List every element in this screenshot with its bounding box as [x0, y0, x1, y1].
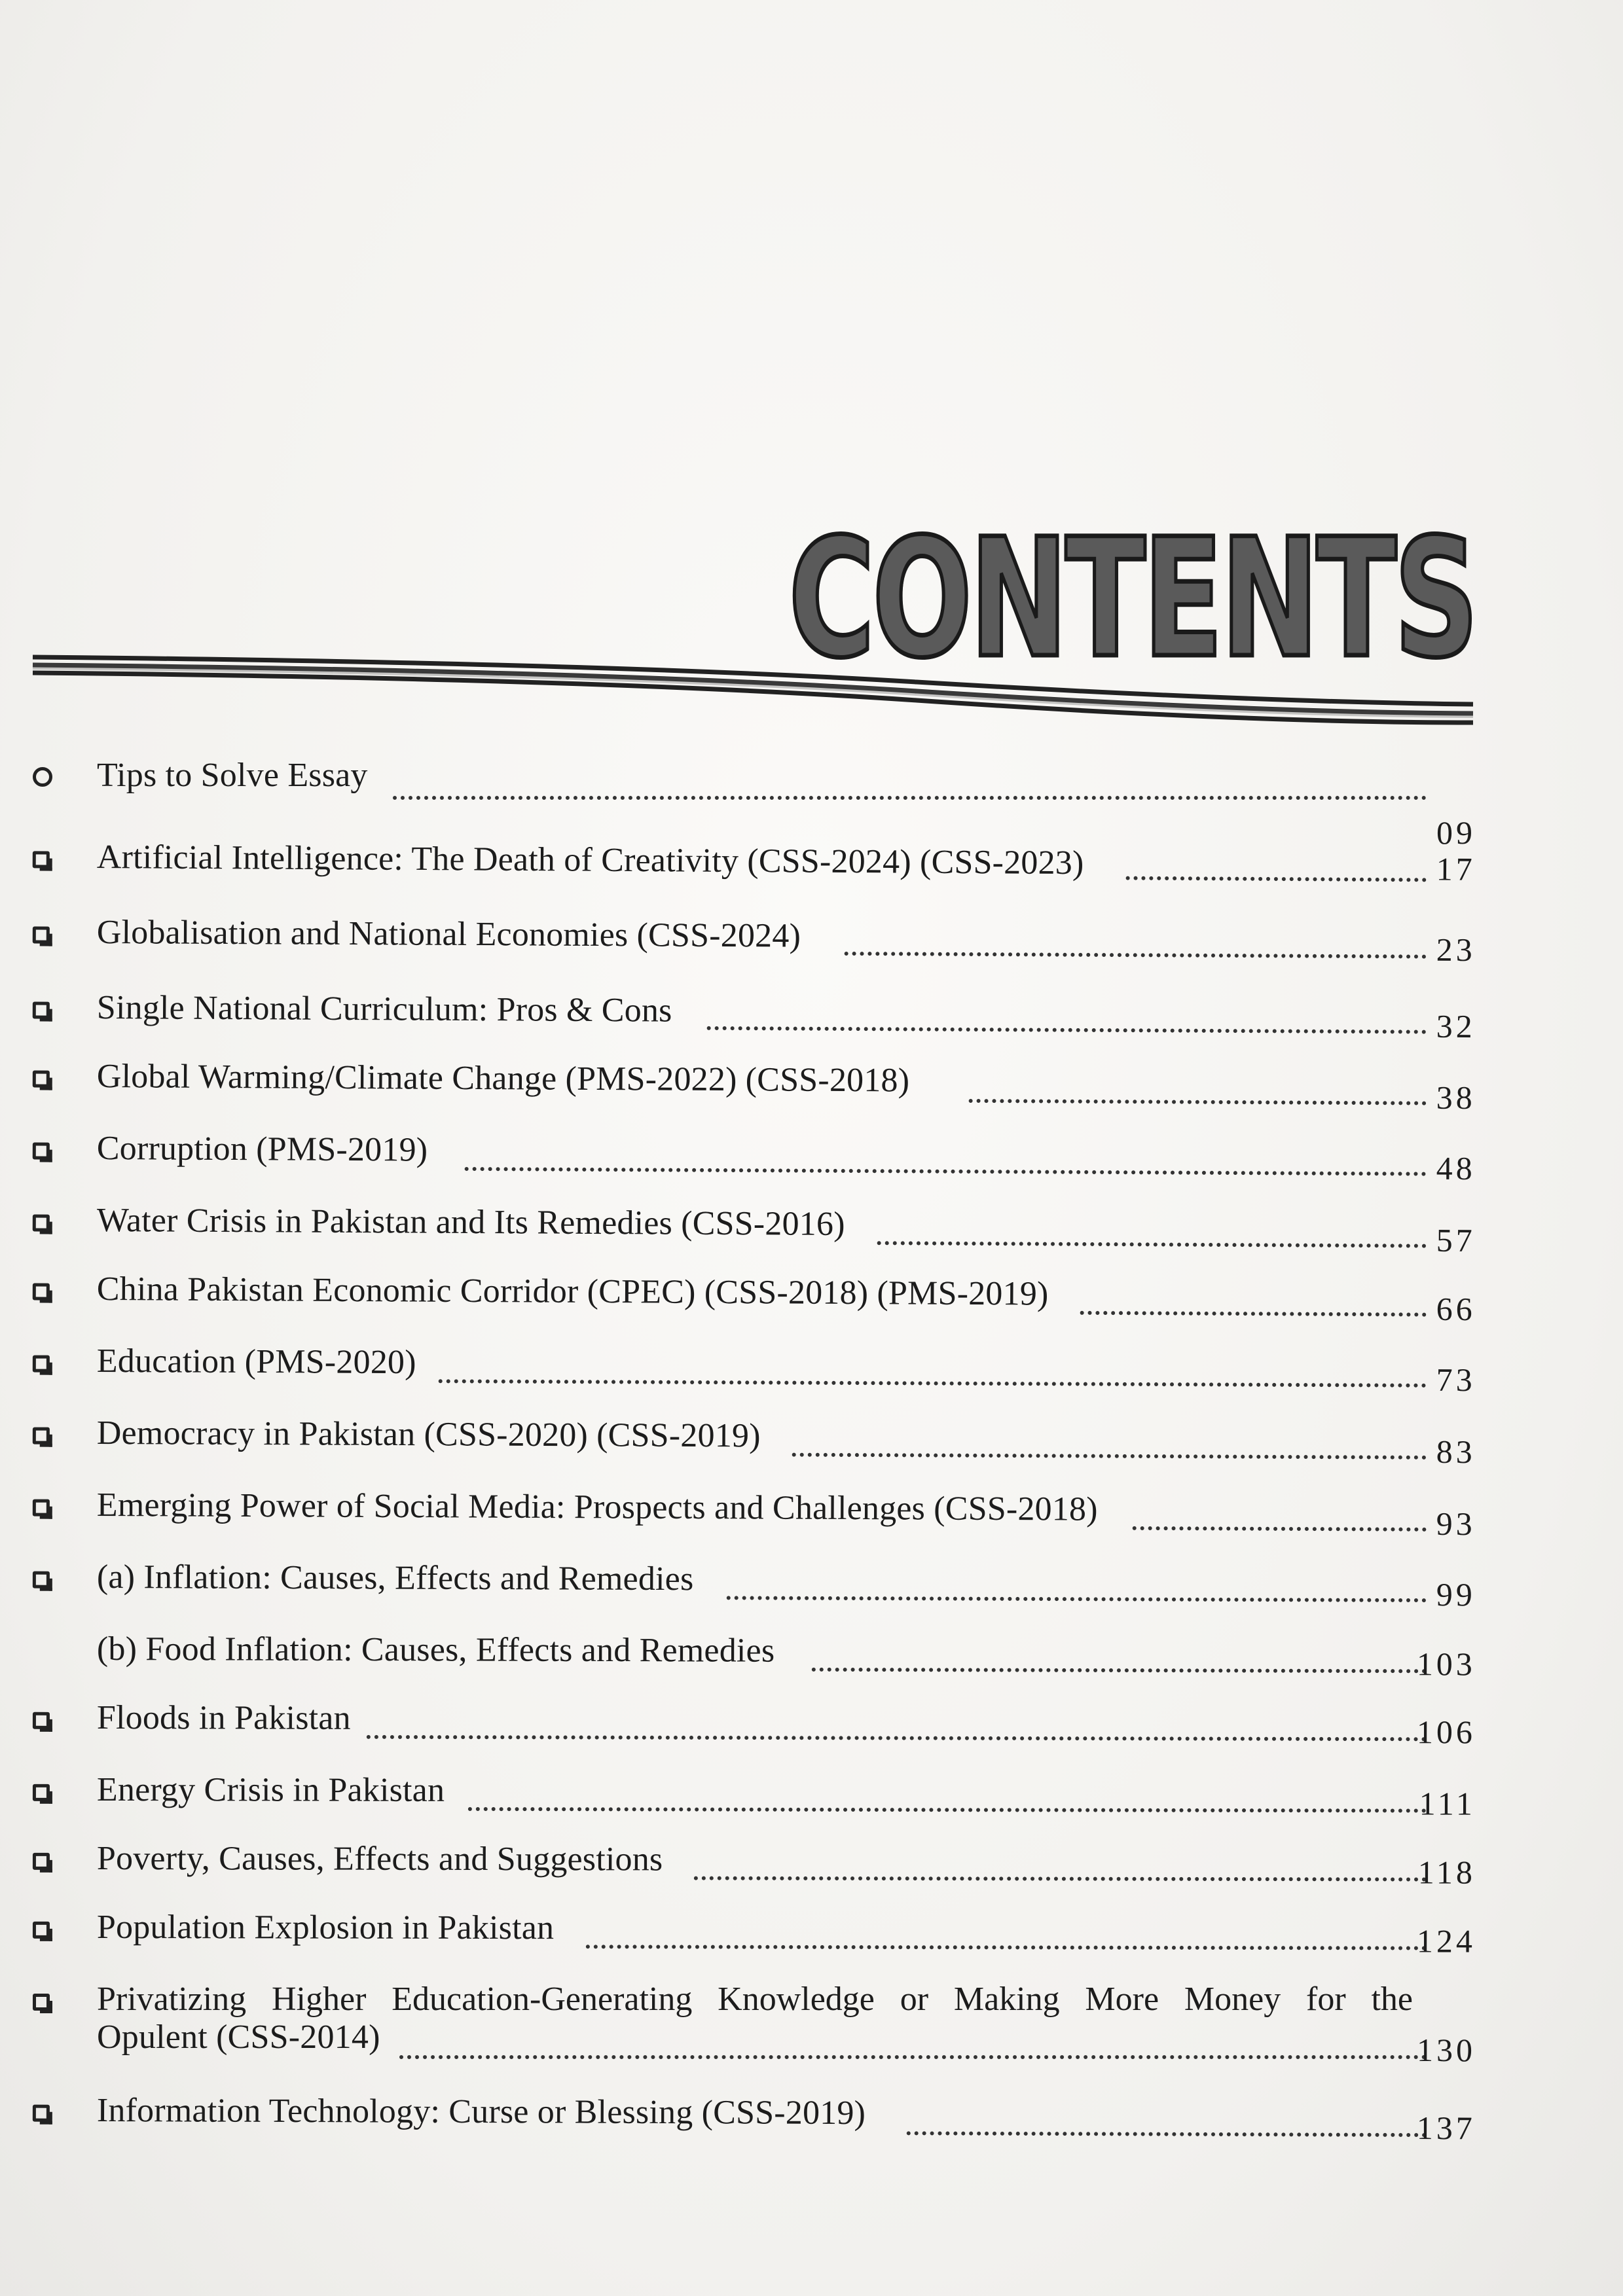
title-underline: [0, 628, 1623, 733]
entry-title: Energy Crisis in Pakistan: [96, 1770, 445, 1809]
entry-title: Floods in Pakistan: [96, 1698, 351, 1737]
dot-leader: [367, 1735, 1427, 1741]
entry-title: Opulent (CSS-2014): [97, 2018, 380, 2056]
entry-title: (b) Food Inflation: Causes, Effects and Remedies: [96, 1630, 775, 1670]
entry-page-number: 23: [1436, 931, 1476, 969]
square-bullet-icon: [33, 1214, 50, 1231]
entry-title: Education (PMS-2020): [96, 1342, 416, 1382]
square-bullet-icon: [33, 1283, 50, 1300]
dot-leader: [465, 1167, 1427, 1176]
dot-leader: [439, 1379, 1427, 1388]
entry-title: Population Explosion in Pakistan: [96, 1908, 555, 1947]
dot-leader: [468, 1807, 1427, 1813]
square-bullet-icon: [33, 1784, 50, 1801]
entry-page-number: 99: [1436, 1576, 1476, 1613]
toc-entry[interactable]: [0, 1053, 1623, 1127]
square-bullet-icon: [33, 1001, 50, 1018]
entry-title: Tips to Solve Essay: [97, 757, 368, 794]
dot-leader: [707, 1026, 1427, 1034]
entry-page-number: 73: [1436, 1361, 1476, 1399]
entry-page-number: 93: [1436, 1505, 1476, 1543]
entry-page-number: 57: [1436, 1221, 1476, 1259]
entry-title: Information Technology: Curse or Blessing (CSS-2019): [96, 2091, 866, 2132]
toc-entry[interactable]: [0, 1338, 1623, 1410]
toc-entry[interactable]: [0, 1695, 1623, 1764]
entry-title: Artificial Intelligence: The Death of Creativity (CSS-2024) (CSS-2023): [96, 838, 1084, 882]
dot-leader: [792, 1453, 1427, 1460]
entry-title-line1: Privatizing Higher Education-Generating Knowledge or Making More Money for the: [97, 1981, 1413, 2018]
square-bullet-icon: [33, 1427, 50, 1444]
toc-entry[interactable]: [0, 1767, 1623, 1835]
square-bullet-icon: [33, 2105, 50, 2122]
entry-page-number: 66: [1436, 1290, 1476, 1328]
square-bullet-icon: [33, 1571, 50, 1588]
square-bullet-icon: [33, 1853, 50, 1870]
square-bullet-icon: [33, 851, 50, 868]
entry-page-number: 17: [1436, 850, 1476, 888]
toc-entry[interactable]: [0, 834, 1623, 909]
entry-page-number: 83: [1436, 1433, 1476, 1471]
toc-entry[interactable]: [0, 1197, 1623, 1271]
toc-entry[interactable]: [0, 1905, 1623, 1973]
square-bullet-icon: [33, 1142, 50, 1159]
dot-leader: [907, 2131, 1427, 2137]
entry-title: Single National Curriculum: Pros & Cons: [96, 988, 672, 1030]
toc-entry[interactable]: [0, 1125, 1623, 1199]
entry-title: Globalisation and National Economies (CSS-2024): [96, 913, 801, 955]
square-bullet-icon: [33, 1922, 50, 1939]
square-bullet-icon: [33, 1994, 50, 2011]
entry-page-number: 48: [1436, 1149, 1476, 1187]
toc-entry[interactable]: [0, 1554, 1623, 1625]
entry-page-number: 137: [1416, 2109, 1476, 2147]
entry-page-number: 32: [1436, 1007, 1476, 1045]
entry-title: Water Crisis in Pakistan and Its Remedies (CSS-2016): [96, 1201, 845, 1243]
dot-leader: [727, 1596, 1427, 1602]
entry-page-number: 09: [1436, 814, 1476, 851]
dot-leader: [969, 1099, 1427, 1105]
dot-leader: [399, 2055, 1427, 2059]
toc-entry[interactable]: [0, 753, 1623, 851]
square-bullet-icon: [33, 926, 50, 943]
entry-page-number: 111: [1419, 1785, 1476, 1822]
entry-page-number: 124: [1416, 1922, 1476, 1960]
dot-leader: [694, 1876, 1427, 1882]
toc-entry[interactable]: [0, 1482, 1623, 1554]
dot-leader: [812, 1668, 1427, 1673]
toc-entry[interactable]: [0, 1836, 1623, 1904]
circle-bullet-icon: [33, 767, 52, 787]
dot-leader: [1126, 876, 1427, 882]
entry-title: (a) Inflation: Causes, Effects and Remedies: [96, 1558, 694, 1598]
dot-leader: [845, 952, 1427, 959]
entry-page-number: 118: [1417, 1854, 1476, 1891]
entry-title: Corruption (PMS-2019): [96, 1129, 428, 1169]
dot-leader: [586, 1945, 1427, 1950]
dot-leader: [1080, 1311, 1427, 1317]
page-title: CONTENTS: [788, 503, 1476, 694]
square-bullet-icon: [33, 1355, 50, 1372]
dot-leader: [393, 796, 1427, 800]
toc-entry[interactable]: [0, 1626, 1623, 1696]
square-bullet-icon: [33, 1712, 50, 1729]
entry-title: China Pakistan Economic Corridor (CPEC) (CSS-2018) (PMS-2019): [96, 1270, 1049, 1313]
toc-entry[interactable]: [0, 909, 1623, 983]
toc-entry[interactable]: [0, 1266, 1623, 1340]
toc-entry[interactable]: [0, 1977, 1623, 2081]
toc-entry[interactable]: [0, 984, 1623, 1058]
dot-leader: [877, 1241, 1427, 1247]
toc-entry[interactable]: [0, 2087, 1623, 2159]
table-of-contents: [0, 753, 1623, 2193]
entry-page-number: 38: [1436, 1079, 1476, 1117]
entry-title: Democracy in Pakistan (CSS-2020) (CSS-2019): [96, 1414, 761, 1455]
square-bullet-icon: [33, 1499, 50, 1516]
dot-leader: [1133, 1526, 1427, 1532]
entry-title: Emerging Power of Social Media: Prospects and Challenges (CSS-2018): [96, 1486, 1098, 1528]
entry-page-number: 130: [1417, 2032, 1476, 2068]
entry-title: Poverty, Causes, Effects and Suggestions: [96, 1839, 663, 1878]
toc-entry[interactable]: [0, 1410, 1623, 1482]
entry-page-number: 103: [1416, 1645, 1476, 1683]
entry-page-number: 106: [1416, 1713, 1476, 1751]
square-bullet-icon: [33, 1070, 50, 1087]
entry-title: Global Warming/Climate Change (PMS-2022) (CSS-2018): [96, 1057, 910, 1100]
